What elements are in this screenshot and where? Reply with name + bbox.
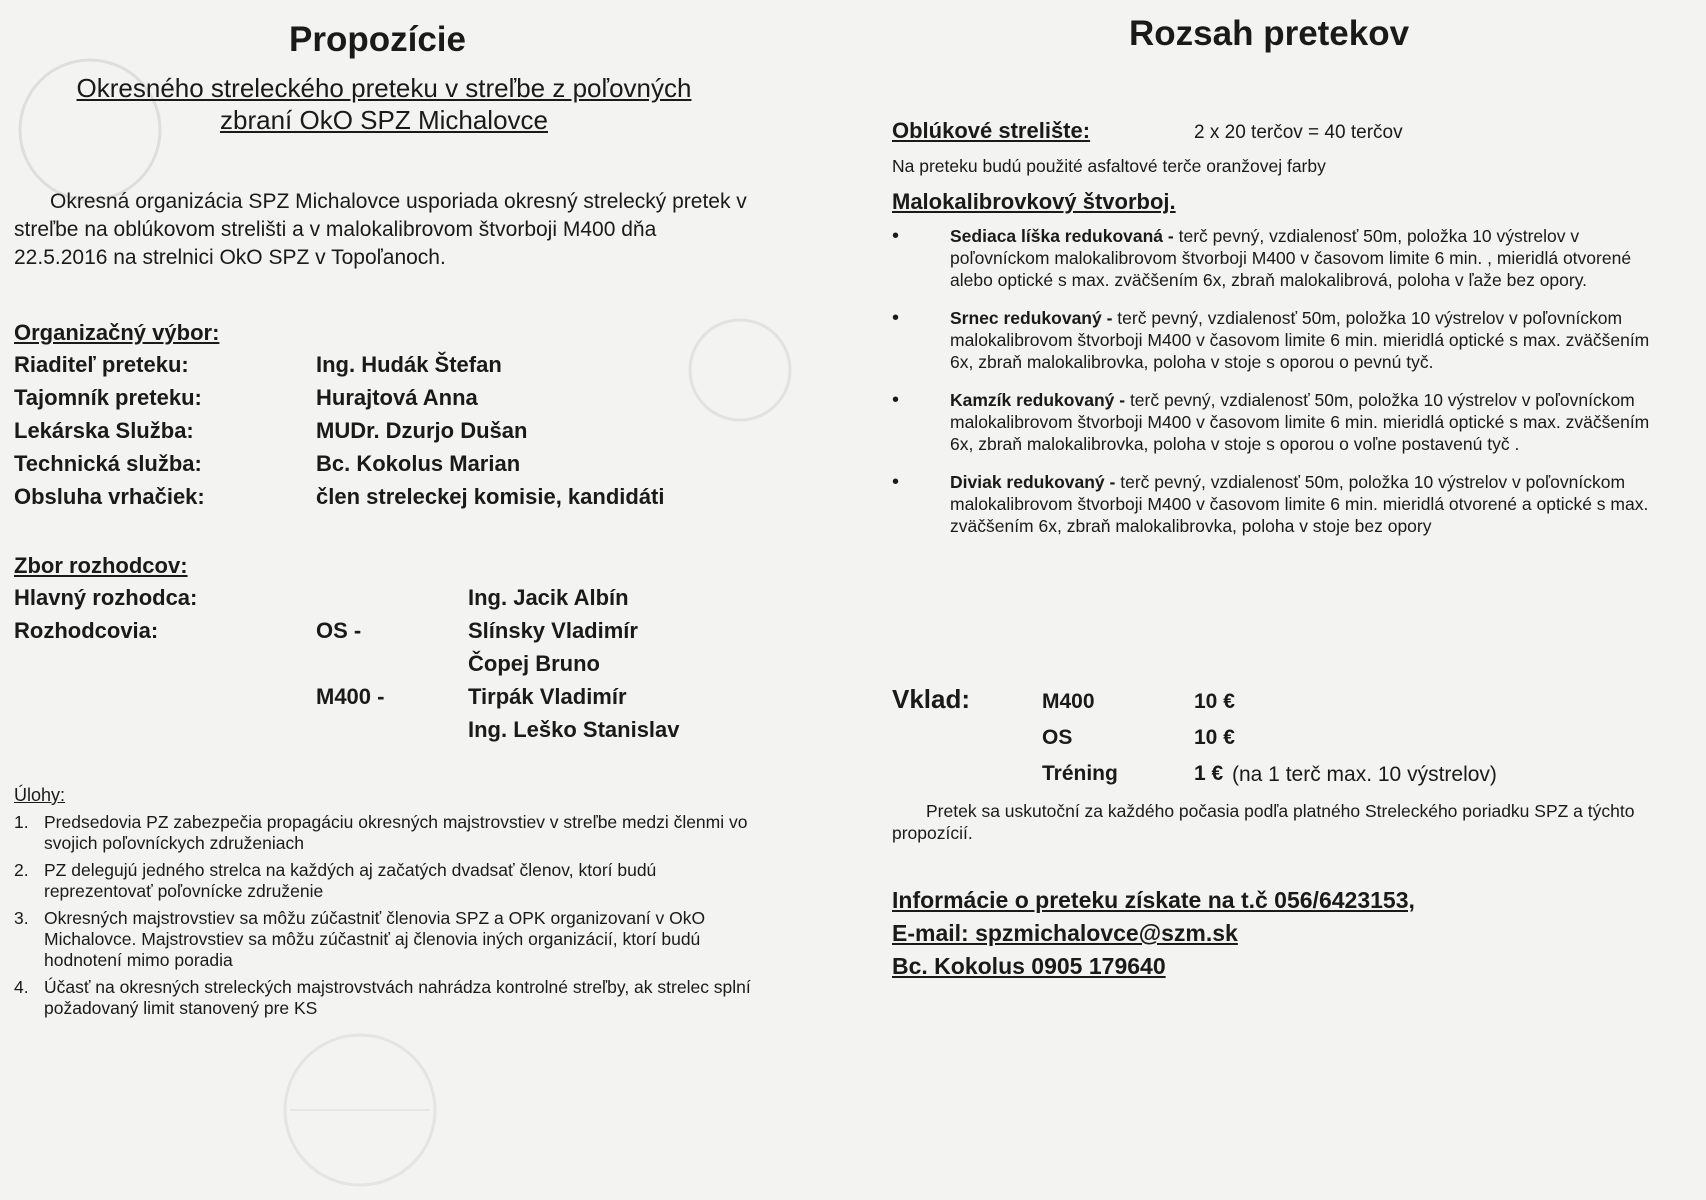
list-item: 4. Účasť na okresných streleckých majstrovstvách nahrádza kontrolné streľby, ak strelec splní požadovaný limit stanovený pre KS [14, 977, 751, 1018]
org-heading: Organizačný výbor: [14, 320, 220, 345]
page-title-left: Propozície [289, 20, 466, 59]
oblukove-heading: Oblúkové strelište: [892, 118, 1091, 143]
fee-note: (na 1 terč max. 10 výstrelov) [1232, 763, 1497, 786]
fee-category: M400 [1042, 690, 1095, 713]
list-item: • Diviak redukovaný - terč pevný, vzdialenosť 50m, položka 10 výstrelov v poľovníckom malokalibrovom štvorboji M400 v časovom limite 6 min. mieridlá otvorené a optické s max. zväčšením 6x, zbraň malokalibrovka, poloha v stoje bez opory [892, 471, 1649, 536]
contact-info-person: Bc. Kokolus 0905 179640 [892, 953, 1166, 979]
subtitle-line2: zbraní OkO SPZ Michalovce [220, 105, 548, 135]
malokalibrovka-heading: Malokalibrovkový štvorboj. [892, 189, 1176, 214]
list-item: • Sediaca líška redukovaná - terč pevný, vzdialenosť 50m, položka 10 výstrelov v poľovníckom malokalibrovom štvorboji M400 v časovom limite 6 min. , mieridlá otvorené alebo optické s max. zväčšením 6x, zbraň malokalibrová, poloha v ľaže bez opory. [892, 225, 1632, 290]
contact-info-phone: Informácie o preteku získate na t.č 056/6423153, [892, 887, 1415, 913]
list-item: • Kamzík redukovaný - terč pevný, vzdialenosť 50m, položka 10 výstrelov v poľovníckom malokalibrovom štvorboji M400 v časovom limite 6 min. mieridlá optické s max. zväčšením 6x, zbraň malokalibrovka, poloha v stoje s oporou o voľne postavenú tyč . [892, 389, 1650, 454]
list-item: • Srnec redukovaný - terč pevný, vzdialenosť 50m, položka 10 výstrelov v poľovníckom malokalibrovom štvorboji M400 v časovom limite 6 min. mieridlá optické s max. zväčšením 6x, zbraň malokalibrovka, poloha v stoje s oporou o pevnú tyč. [892, 307, 1650, 372]
oblukove-note: Na preteku budú použité asfaltové terče oranžovej farby [892, 156, 1326, 176]
fee-category: Tréning [1042, 762, 1118, 785]
subtitle-line1: Okresného streleckého preteku v streľbe z poľovných [76, 73, 692, 103]
fee-amount: 1 € [1194, 762, 1224, 785]
fee-category: OS [1042, 726, 1073, 749]
disciplines-list [892, 225, 1662, 553]
list-item: 3. Okresných majstrovstiev sa môžu zúčastniť členovia SPZ a OPK organizovaní v OkO Michalovce. Majstrovstiev sa môžu zúčastniť aj členovia iných organizácií, ktorí budú hodnotení mimo poradia [14, 908, 706, 970]
tasks-heading: Úlohy: [14, 785, 66, 805]
vklad-label: Vklad: [892, 684, 971, 714]
oblukove-value: 2 x 20 terčov = 40 terčov [1194, 122, 1403, 143]
judges-heading: Zbor rozhodcov: [14, 553, 188, 578]
tasks-list [14, 812, 754, 1025]
list-item: 2. PZ delegujú jedného strelca na každých aj začatých dvadsať členov, ktorí budú reprezentovať poľovnícke združenie [14, 860, 657, 901]
intro-paragraph: Okresná organizácia SPZ Michalovce usporiada okresný strelecký pretek v streľbe na oblúkovom strelišti a v malokalibrovom štvorboji M400 dňa 22.5.2016 na strelnici OkO SPZ v Topoľanoch. [14, 190, 747, 269]
fee-amount: 10 € [1194, 690, 1235, 713]
weather-note: Pretek sa uskutoční za každého počasia podľa platného Streleckého poriadku SPZ a týchto propozícií. [892, 801, 1635, 843]
fee-amount: 10 € [1194, 726, 1235, 749]
list-item: 1. Predsedovia PZ zabezpečia propagáciu okresných majstrovstiev v streľbe medzi členmi vo svojich poľovníckych združeniach [14, 812, 748, 853]
contact-info-email: E-mail: spzmichalovce@szm.sk [892, 920, 1238, 946]
page-title-right: Rozsah pretekov [1129, 14, 1410, 53]
